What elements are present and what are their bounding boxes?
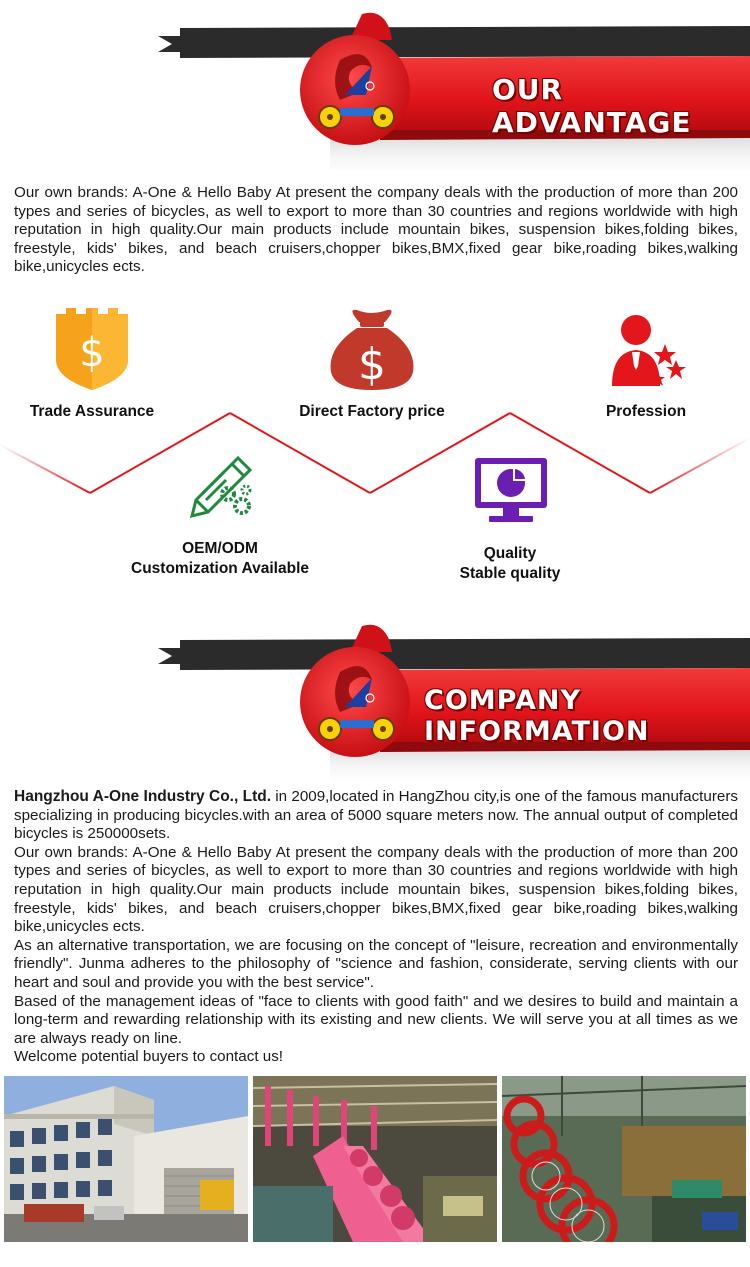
advantage-banner xyxy=(0,0,750,170)
features-section xyxy=(0,280,750,610)
company-welcome-paragraph: Welcome potential buyers to contact us! xyxy=(14,1048,284,1066)
factory-building-photo xyxy=(4,1076,248,1242)
svg-text:$: $ xyxy=(79,330,105,376)
advantage-title: OUR ADVANTAGE xyxy=(492,73,692,139)
feature-label-profession: Profession xyxy=(605,403,687,420)
feature-label-oem-line2: Customization Available xyxy=(131,560,309,577)
pencil-gears-icon xyxy=(186,454,258,522)
company-name: Hangzhou A-One Industry Co., Ltd. xyxy=(14,788,272,805)
advantage-paragraph: Our own brands: A-One & Hello Baby At present the company deals with the production of more than 200 types and series of bicycles, as well to export to more than 30 countries and regions worldwide with high reputation in high quality.Our main products include mountain bikes, suspension bikes,folding bikes, freestyle, kids' bikes, and beach cruisers,chopper bikes,BMX,fixed gear bike,roading bikes,walking bike,unicycles ects. xyxy=(14,184,738,276)
company-brands-paragraph: Our own brands: A-One & Hello Baby At present the company deals with the production of more than 200 types and series of bicycles, as well to export to more than 30 countries and regions worldwide with high reputation in high quality.Our main products include mountain bikes, suspension bikes,folding bikes, freestyle, kids' bikes, and beach cruisers,chopper bikes,BMX,fixed gear bike,roading bikes,walking bike,unicycles ects. xyxy=(14,843,738,936)
company-intro-text: in 2009,located in HangZhou city,is one of the famous manufacturers specializing in producing bicycles.with an area of 5000 square meters now. The annual output of completed bicycles is 250000sets. xyxy=(14,788,738,843)
svg-text:$: $ xyxy=(358,339,386,390)
monitor-chart-icon xyxy=(473,456,549,526)
paint-line-photo xyxy=(253,1076,497,1242)
shield-dollar-icon xyxy=(52,308,132,390)
person-stars-icon xyxy=(610,310,690,390)
company-concept-paragraph: As an alternative transportation, we are focusing on the concept of "leisure, recreation and environmentally friendly". Junma adheres to the philosophy of "science and fashion, considerate, serving clients with our heart and soul and provide you with the best service". xyxy=(14,936,738,991)
company-management-paragraph: Based of the management ideas of "face to clients with good faith" and we desires to build and maintain a long-term and rewarding relationship with its existing and new clients. We will serve you at all times as we are always ready on line. xyxy=(14,992,738,1047)
assembly-wheels-photo xyxy=(502,1076,746,1242)
company-info xyxy=(14,788,738,1067)
company-title: COMPANY INFORMATION xyxy=(424,685,650,747)
feature-label-oem-line1: OEM/ODM xyxy=(182,540,258,557)
feature-label-quality-line1: Quality xyxy=(483,545,537,562)
money-bag-icon xyxy=(327,308,417,390)
company-intro-paragraph xyxy=(14,788,738,844)
feature-label-trade-assurance: Trade Assurance xyxy=(29,403,155,420)
feature-label-direct-factory: Direct Factory price xyxy=(299,403,445,420)
feature-label-quality-line2: Stable quality xyxy=(459,565,561,582)
company-banner xyxy=(0,612,750,782)
